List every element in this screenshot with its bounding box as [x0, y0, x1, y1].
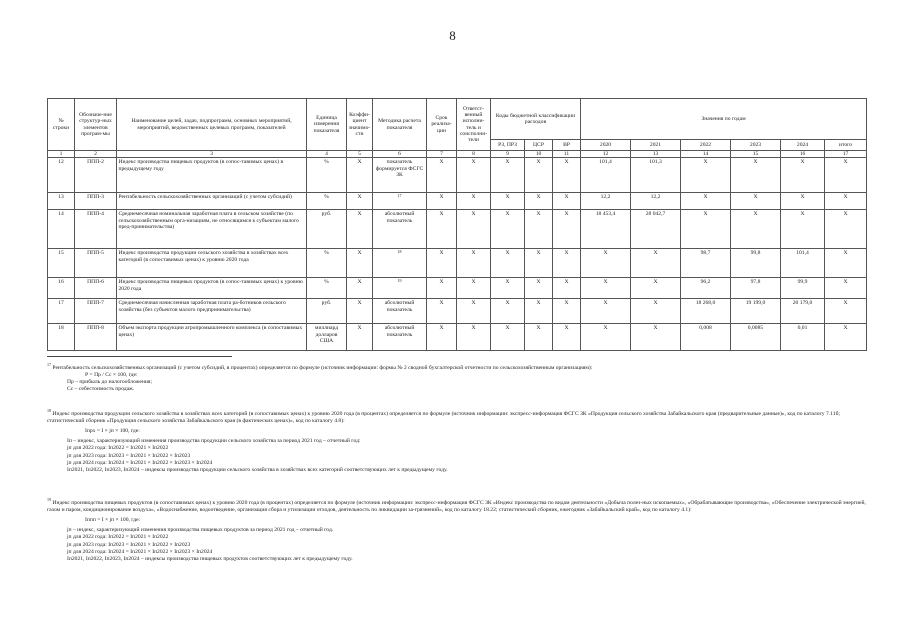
cell-code: ППП-6	[75, 278, 117, 299]
cell-2023: X	[731, 158, 781, 193]
cell-2021: X	[631, 299, 681, 324]
cell-row-no: 14	[48, 210, 75, 249]
footnote-18-formula: Iпрх = I × jп × 100, где:	[85, 428, 140, 435]
header-method: Методика расчета показателя	[373, 99, 427, 151]
col-number: 6	[373, 151, 427, 158]
footnote-19-line: jп для 2022 года: Iп2022 = Iп2021 × Iп2022	[67, 534, 169, 541]
cell-vr: X	[553, 210, 581, 249]
cell-name: Рентабельность сельскохозяйственных организаций (с учетом субсидий)	[117, 193, 307, 210]
footnote-18	[47, 408, 867, 474]
footnote-19-line: Iп2021, Iп2022, Iп2023, Iп2024 – индексы производства пищевых продуктов соответствующих лет к предыдущему году.	[67, 555, 353, 562]
footnote-17-number: 17	[47, 362, 51, 367]
col-number: 15	[731, 151, 781, 158]
cell-2023: 97,8	[731, 278, 781, 299]
col-number: 17	[825, 151, 867, 158]
cell-unit: %	[307, 278, 347, 299]
cell-2020: X	[581, 249, 631, 278]
cell-unit: %	[307, 158, 347, 193]
cell-method: абсолютный показатель	[373, 299, 427, 324]
cell-name: Индекс производства продукции сельского хозяйства в хозяйствах всех категорий (в сопоставимых ценах) к уровню 2020 года	[117, 249, 307, 278]
cell-2022: 96,2	[681, 278, 731, 299]
cell-2023: 0,0085	[731, 324, 781, 351]
cell-2020: X	[581, 324, 631, 351]
cell-2020: 12,2	[581, 193, 631, 210]
header-unit: Единица измерения показателя	[307, 99, 347, 151]
cell-term: X	[427, 278, 457, 299]
table-row	[48, 324, 867, 351]
cell-vr: X	[553, 158, 581, 193]
col-number: 11	[553, 151, 581, 158]
col-number: 12	[581, 151, 631, 158]
cell-exec: X	[457, 210, 491, 249]
header-designation: Обозначе-ние структур-ных элементов програм-мы	[75, 99, 117, 151]
header-total: итого	[825, 140, 867, 151]
footnote-18-line: jп для 2024 года: Iп2024 = Iп2021 × Iп2022 × Iп2023 × Iп2024	[67, 459, 213, 466]
cell-2024: 0,01	[781, 324, 825, 351]
cell-rz: X	[491, 158, 525, 193]
cell-total: X	[825, 299, 867, 324]
header-csr: ЦСР	[525, 140, 553, 151]
cell-row-no: 18	[48, 324, 75, 351]
cell-csr: X	[525, 249, 553, 278]
footnote-19-line: jп для 2023 года: Iп2023 = Iп2021 × Iп2022 × Iп2023	[67, 541, 191, 548]
cell-code: ППП-5	[75, 249, 117, 278]
table-row	[48, 249, 867, 278]
header-2023: 2023	[731, 140, 781, 151]
header-term: Срок реализа-ции	[427, 99, 457, 151]
header-name: Наименование целей, задач, подпрограмм, основных мероприятий, мероприятий, ведомственных целевых программ, показателей	[117, 99, 307, 151]
cell-2023: 19 199,0	[731, 299, 781, 324]
footnote-18-line: jп для 2022 года: Iп2022 = Iп2021 × Iп2022	[67, 445, 169, 452]
cell-name: Индекс производства пищевых продуктов (в сопос-тавимых ценах) к уровню 2020 года	[117, 278, 307, 299]
cell-term: X	[427, 193, 457, 210]
cell-code: ППП-2	[75, 158, 117, 193]
cell-method	[373, 278, 427, 299]
col-number: 10	[525, 151, 553, 158]
cell-row-no: 17	[48, 299, 75, 324]
cell-rz: X	[491, 193, 525, 210]
cell-2022: X	[681, 158, 731, 193]
footnote-19-line: jп для 2024 года: Iп2024 = Iп2021 × Iп2022 × Iп2023 × Iп2024	[67, 548, 213, 555]
col-number: 1	[48, 151, 75, 158]
col-number: 2	[75, 151, 117, 158]
cell-rz: X	[491, 299, 525, 324]
cell-csr: X	[525, 193, 553, 210]
header-executor: Ответст-венный исполни-тель и соисполни-тели	[457, 99, 491, 151]
cell-code: ППП-7	[75, 299, 117, 324]
footnote-19-number: 19	[47, 497, 51, 502]
footnote-19-formula: Iппп = I × jп × 100, где:	[85, 517, 141, 524]
cell-exec: X	[457, 299, 491, 324]
cell-2024: 99,9	[781, 278, 825, 299]
cell-2021: 101,3	[631, 158, 681, 193]
cell-2021: X	[631, 278, 681, 299]
cell-2020: 18 453,4	[581, 210, 631, 249]
cell-2021: 12,2	[631, 193, 681, 210]
cell-name: Среднемесячная начисленная заработная плата ра-ботников сельского хозяйства (без субъектов малого предпринимательства)	[117, 299, 307, 324]
footnote-ref: 19	[397, 278, 402, 284]
col-number: 13	[631, 151, 681, 158]
page-number: 8	[449, 28, 456, 43]
cell-2022: 0,008	[681, 324, 731, 351]
cell-term: X	[427, 249, 457, 278]
footnote-separator	[47, 356, 232, 357]
footnote-17-line: Пр – прибыль до налогообложения;	[67, 379, 153, 386]
cell-coef: X	[347, 324, 373, 351]
cell-coef: X	[347, 210, 373, 249]
header-vr: ВР	[553, 140, 581, 151]
footnote-19-text	[47, 497, 867, 514]
cell-2024: X	[781, 210, 825, 249]
footnote-18-line: Iп2021, Iп2022, Iп2023, Iп2024 – индексы производства продукции сельского хозяйства в хозяйствах всех категорий соответствующих лет к предыдущему году.	[67, 466, 448, 473]
col-number: 7	[427, 151, 457, 158]
table-row	[48, 210, 867, 249]
cell-row-no: 16	[48, 278, 75, 299]
cell-method: абсолютный показатель	[373, 210, 427, 249]
cell-method	[373, 193, 427, 210]
cell-rz: X	[491, 249, 525, 278]
header-2020: 2020	[581, 140, 631, 151]
footnote-17-text	[47, 362, 867, 372]
cell-exec: X	[457, 249, 491, 278]
cell-2020: X	[581, 299, 631, 324]
cell-coef: X	[347, 193, 373, 210]
cell-row-no: 13	[48, 193, 75, 210]
cell-method: показатель формируется ФСГС ЗК	[373, 158, 427, 193]
col-number: 8	[457, 151, 491, 158]
cell-code: ППП-4	[75, 210, 117, 249]
cell-rz: X	[491, 278, 525, 299]
cell-csr: X	[525, 324, 553, 351]
cell-method	[373, 249, 427, 278]
header-2022: 2022	[681, 140, 731, 151]
footnote-18-number: 18	[47, 408, 51, 413]
cell-2024: 101,4	[781, 249, 825, 278]
cell-total: X	[825, 324, 867, 351]
cell-vr: X	[553, 193, 581, 210]
cell-total: X	[825, 278, 867, 299]
cell-2022: X	[681, 193, 731, 210]
footnote-17-body: Рентабельность сельскохозяйственных организаций (с учетом субсидий, в процентах) определяется по формуле (источник информации: формы № 2 сводной бухгалтерской отчетности по сельскохозяйственным организациям):	[52, 364, 593, 371]
cell-2024: 20 179,0	[781, 299, 825, 324]
col-number: 14	[681, 151, 731, 158]
cell-csr: X	[525, 158, 553, 193]
cell-exec: X	[457, 324, 491, 351]
footnote-ref: 18	[397, 249, 402, 255]
cell-total: X	[825, 249, 867, 278]
footnote-18-body: Индекс производства продукции сельского хозяйства в хозяйствах всех категорий (в сопоставимых ценах) к уровню 2020 года (в процентах) определяется по формуле (источник информации: экспресс-информация ФСГС ЗК «Продукция сельского хозяйства Забайкальского края (предварительные данные)», код по каталогу 7.11б; статистический сборник «Продукция сельского хозяйства Забайкальского края (в фактических ценах)», код по каталогу 4.8):	[47, 410, 840, 425]
footnote-19-line: jп – индекс, характеризующий изменения производства пищевых продуктов за период 2021 год – отчетный год.	[67, 527, 334, 534]
footnote-17-formula: Р = Пр / Сс × 100, где:	[85, 372, 138, 379]
footnote-17	[47, 362, 867, 393]
cell-csr: X	[525, 210, 553, 249]
cell-vr: X	[553, 324, 581, 351]
cell-unit: миллиард долларов США	[307, 324, 347, 351]
table-row	[48, 158, 867, 193]
cell-code: ППП-8	[75, 324, 117, 351]
cell-unit: %	[307, 249, 347, 278]
cell-csr: X	[525, 278, 553, 299]
cell-name: Среднемесячная номинальная заработная плата в сельском хозяйстве (по сельскохозяйственным орга-низациям, не относящимся к субъектам малого пред-принимательства)	[117, 210, 307, 249]
cell-term: X	[427, 299, 457, 324]
cell-vr: X	[553, 278, 581, 299]
footnote-17-line: Сс – себестоимость продаж.	[67, 386, 135, 393]
cell-2020: X	[581, 278, 631, 299]
cell-2024: X	[781, 193, 825, 210]
table-row	[48, 193, 867, 210]
header-values-by-year: Значения по годам	[581, 99, 867, 140]
cell-2022: X	[681, 210, 731, 249]
cell-exec: X	[457, 278, 491, 299]
cell-2023: X	[731, 210, 781, 249]
header-coef: Коэффи-циент значимо-сти	[347, 99, 373, 151]
cell-row-no: 15	[48, 249, 75, 278]
cell-2021: X	[631, 249, 681, 278]
cell-coef: X	[347, 158, 373, 193]
cell-method: абсолютный показатель	[373, 324, 427, 351]
cell-2021: 28 042,7	[631, 210, 681, 249]
cell-exec: X	[457, 158, 491, 193]
cell-coef: X	[347, 249, 373, 278]
header-budget-codes: Коды бюджетной классификации расходов	[491, 99, 581, 140]
cell-unit: %	[307, 193, 347, 210]
header-rz: РЗ, ПРЗ	[491, 140, 525, 151]
cell-exec: X	[457, 193, 491, 210]
header-row-no: № строки	[48, 99, 75, 151]
cell-rz: X	[491, 210, 525, 249]
cell-2024: X	[781, 158, 825, 193]
cell-2023: X	[731, 193, 781, 210]
cell-name: Объем экспорта продукции агропромышленного комплекса (в сопоставимых ценах)	[117, 324, 307, 351]
cell-csr: X	[525, 299, 553, 324]
footnote-ref: 17	[397, 193, 402, 199]
cell-coef: X	[347, 299, 373, 324]
cell-2022: 98,7	[681, 249, 731, 278]
indicators-table	[47, 98, 867, 351]
cell-rz: X	[491, 324, 525, 351]
footnote-19-body: Индекс производства пищевых продуктов (в сопоставимых ценах) к уровню 2020 года (в процентах) определяется по формуле (источник информации: экспресс-информация ФСГС ЗК «Индекс производства по видам деятельности «Добыча полез-ных ископаемых», «Обрабатывающие производства», «Обеспечение электрической энергией, газом и паром, кондиционирование воздуха», «Водоснабжение, водоотведение, организация сбора и утилизации отходов, деятельность по ликвидации за-грязнений», код по каталогу 18.22; статистический сборник, ежегодник «Забайкальский край», код по каталогу 4.1):	[47, 499, 866, 514]
col-number: 3	[117, 151, 307, 158]
cell-unit: руб.	[307, 210, 347, 249]
table-row	[48, 299, 867, 324]
cell-code: ППП-3	[75, 193, 117, 210]
footnote-18-line: Iп – индекс, характеризующий изменения производства продукции сельского хозяйства за период 2021 год – отчетный год:	[67, 438, 361, 445]
cell-term: X	[427, 210, 457, 249]
cell-2021: X	[631, 324, 681, 351]
footnote-18-line: jп для 2023 года: Iп2023 = Iп2021 × Iп2022 × Iп2023	[67, 452, 191, 459]
cell-term: X	[427, 158, 457, 193]
cell-2022: 18 268,0	[681, 299, 731, 324]
cell-vr: X	[553, 299, 581, 324]
cell-name: Индекс производства пищевых продуктов (в сопос-тавимых ценах) в предыдущему году	[117, 158, 307, 193]
col-number: 5	[347, 151, 373, 158]
footnote-19	[47, 497, 867, 563]
cell-2023: 99,8	[731, 249, 781, 278]
cell-vr: X	[553, 249, 581, 278]
cell-row-no: 12	[48, 158, 75, 193]
table-row	[48, 278, 867, 299]
cell-term: X	[427, 324, 457, 351]
cell-unit: руб.	[307, 299, 347, 324]
cell-coef: X	[347, 278, 373, 299]
header-2024: 2024	[781, 140, 825, 151]
cell-total: X	[825, 193, 867, 210]
cell-total: X	[825, 158, 867, 193]
col-number: 4	[307, 151, 347, 158]
cell-2020: 101,4	[581, 158, 631, 193]
header-2021: 2021	[631, 140, 681, 151]
col-number: 16	[781, 151, 825, 158]
cell-total: X	[825, 210, 867, 249]
col-number: 9	[491, 151, 525, 158]
footnote-18-text	[47, 408, 867, 425]
